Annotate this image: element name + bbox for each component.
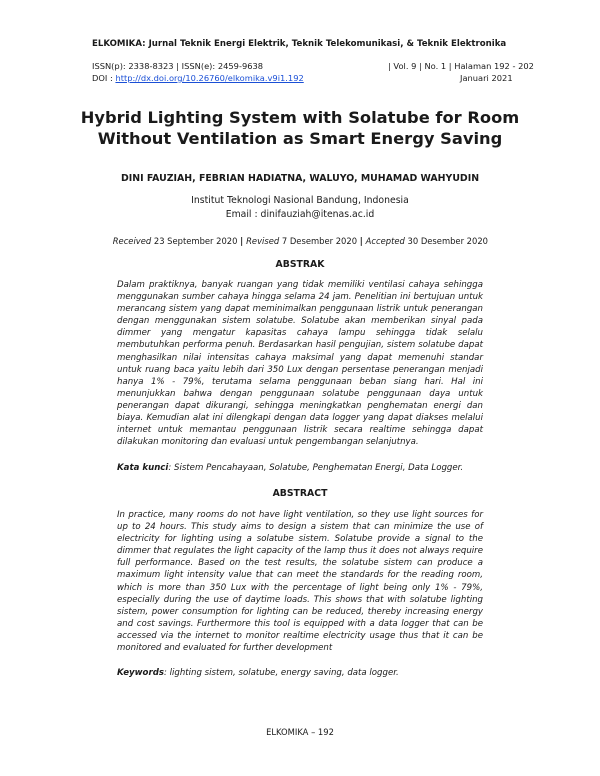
page-footer: ELKOMIKA – 192 (266, 727, 334, 737)
keywords-values: : lighting sistem, solatube, energy saving, data logger. (163, 668, 399, 678)
paper-title (60, 107, 540, 149)
author-email: Email : dinifauziah@itenas.ac.id (225, 209, 375, 220)
doi-link[interactable]: http://dx.doi.org/10.26760/elkomika.v9i1.192 (115, 73, 304, 83)
accepted-date: 30 Desember 2020 (404, 236, 488, 246)
date-separator: | (240, 236, 247, 246)
received-label: Received (112, 236, 152, 246)
doi-line (92, 73, 513, 83)
journal-name: ELKOMIKA: Jurnal Teknik Energi Elektrik, Teknik Telekomunikasi, & Teknik Elektronika (92, 39, 507, 49)
submission-dates (60, 236, 544, 246)
date-separator: | (359, 236, 366, 246)
issn-line (92, 61, 534, 71)
kata-kunci-label: Kata kunci (117, 463, 169, 473)
abstrak-heading: ABSTRAK (275, 259, 325, 270)
abstrak-text: Dalam praktiknya, banyak ruangan yang tidak memiliki ventilasi cahaya sehingga menggunakan sumber cahaya hingga selama 24 jam. Penelitian ini bertujuan untuk merancang sistem yang dapat meminimalkan penggunaan listrik untuk penerangan dengan menggunakan sistem solatube. Solatube akan memberikan sinyal pada dimmer yang mengatur kapasitas cahaya lampu sehingga tidak selalu membutuhkan performa penuh. Berdasarkan hasil pengujian, sistem solatube dapat menghasilkan nilai intensitas cahaya maksimal yang dapat memenuhi standar untuk ruang baca yaitu lebih dari 350 Lux dengan persentase penerangan menjadi hanya 1% - 79%, terutama selama penggunaan beban siang hari. Hal ini menunjukkan bahwa dengan penggunaan solatube penggunaan daya untuk penerangan dapat dikurangi, sehingga meningkatkan penghematan energi dan biaya. Kemudian alat ini dilengkapi dengan data logger yang dapat diakses melalui internet untuk memantau penggunaan listrik secara realtime sehingga dapat dilakukan monitoring dan evaluasi untuk pengembangan selanjutnya. (117, 280, 483, 448)
accepted-label: Accepted (365, 236, 405, 246)
keywords-label: Keywords (117, 668, 164, 678)
revised-label: Revised (246, 236, 280, 246)
title-line-2: Without Ventilation as Smart Energy Saving (97, 129, 503, 148)
authors: DINI FAUZIAH, FEBRIAN HADIATNA, WALUYO, MUHAMAD WAHYUDIN (120, 173, 480, 184)
institution: Institut Teknologi Nasional Bandung, Indonesia (191, 195, 409, 206)
title-line-1: Hybrid Lighting System with Solatube for Room (80, 108, 520, 127)
abstract-heading: ABSTRACT (272, 488, 328, 499)
volume-info: | Vol. 9 | No. 1 | Halaman 192 - 202 (388, 61, 534, 71)
received-date: 23 September 2020 (151, 236, 241, 246)
revised-date: 7 Desember 2020 (279, 236, 360, 246)
abstract-text: In practice, many rooms do not have light ventilation, so they use light sources for up to 24 hours. This study aims to design a sistem that can minimize the use of electricity for lighting using a solatube sistem. Solatube provide a signal to the dimmer that regulates the light capacity of the lamp thus it does not always require full performance. Based on the test results, the solatube sistem can produce a maximum light intensity value that can meet the standards for the reading room, which is more than 350 Lux with the percentage of light being only 1% - 79%, especially during the use of daytime loads. This shows that with solatube lighting sistem, power consumption for lighting can be reduced, thereby increasing energy and cost savings. Furthermore this tool is equipped with a data logger that can be accessed via the internet to monitor realtime electricity usage thus that it can be monitored and evaluated for further development (117, 510, 483, 654)
issn: ISSN(p): 2338-8323 | ISSN(e): 2459-9638 (92, 61, 264, 71)
kata-kunci (117, 463, 483, 473)
issue-date: Januari 2021 (460, 73, 513, 83)
keywords (117, 668, 483, 678)
kata-kunci-values: : Sistem Pencahayaan, Solatube, Penghematan Energi, Data Logger. (168, 463, 464, 473)
doi-label: DOI : (92, 73, 116, 83)
